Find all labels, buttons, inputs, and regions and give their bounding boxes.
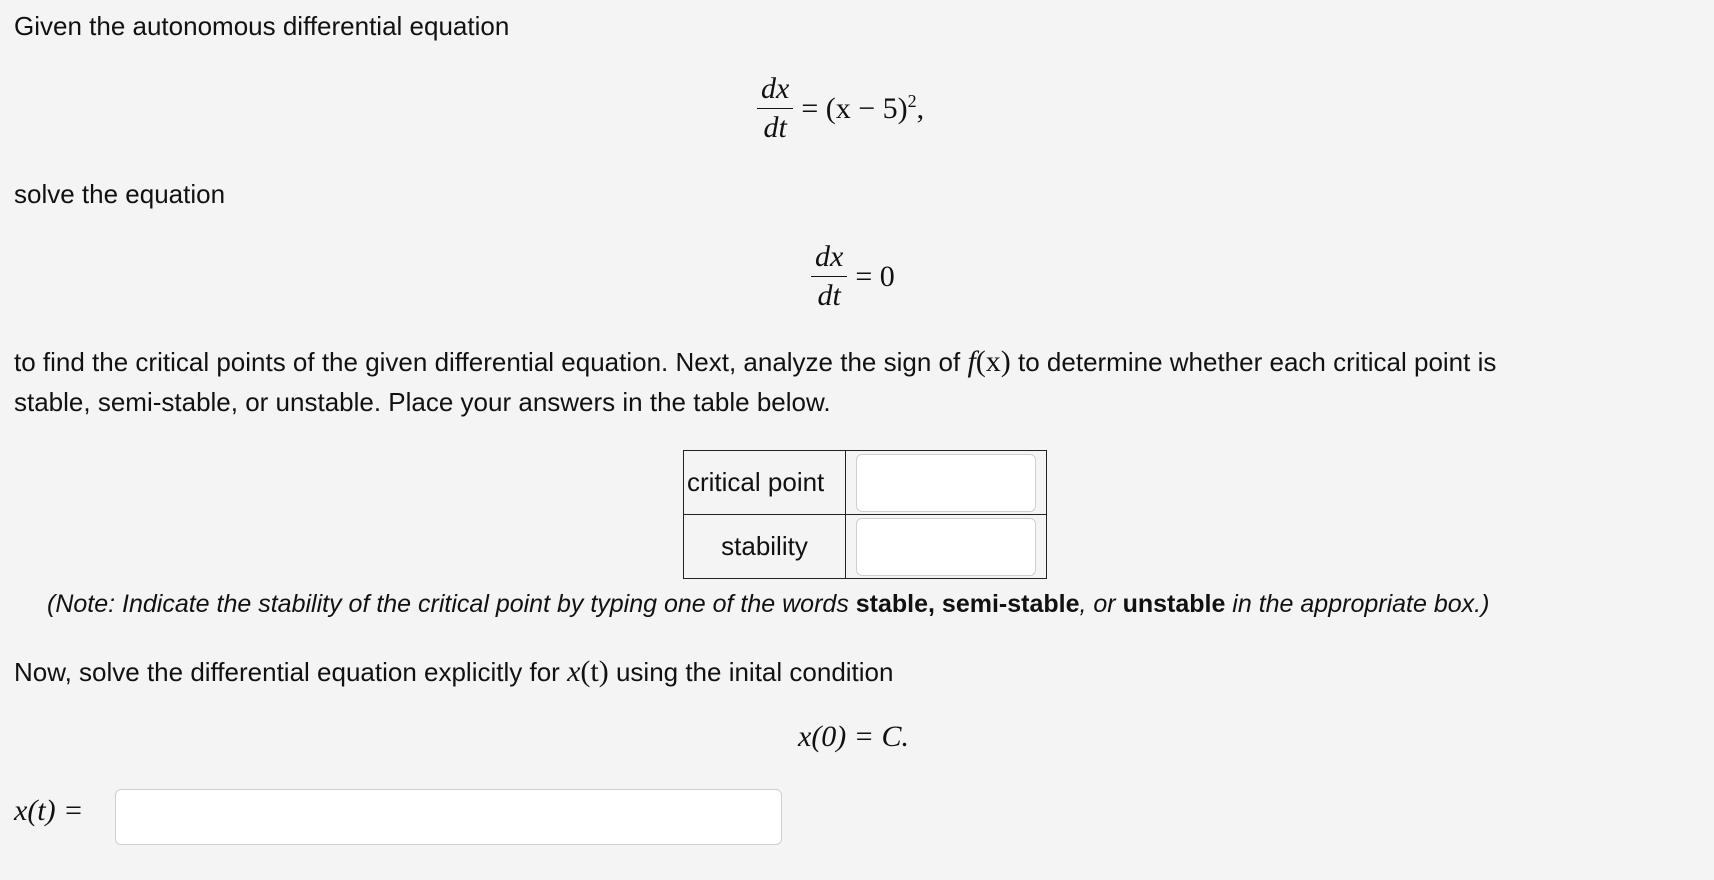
dxdt-fraction — [811, 238, 847, 315]
fraction-numerator: dx — [757, 70, 793, 109]
critical-point-label: critical point — [684, 451, 846, 515]
instructions-line-2: stable, semi-stable, or unstable. Place your answers in the table below. — [14, 387, 831, 417]
stability-note: (Note: Indicate the stability of the critical point by typing one of the words stable, semi-stable, or unstable in the appropriate box.) — [47, 590, 1490, 618]
x-of-t: x(t) — [567, 655, 609, 688]
table-row — [684, 451, 1047, 515]
stability-label: stability — [684, 515, 846, 579]
critical-equation — [811, 238, 895, 315]
equation-rhs: = 0 — [855, 259, 895, 293]
equation-rhs: = $(x - 5)^2$, — [801, 91, 925, 125]
f-of-x: f(x) — [967, 345, 1011, 378]
solve-text: solve the equation — [14, 179, 226, 209]
instructions-line-1: to find the critical points of the given differential equation. Next, analyze the sign of f(x) to determine whether each critical point is — [14, 345, 1497, 378]
initial-condition: x(0) = C. — [798, 720, 910, 753]
intro-text: Given the autonomous differential equation — [14, 11, 510, 41]
differential-equation — [757, 70, 924, 147]
answer-table — [683, 450, 1047, 579]
fraction-denominator: dt — [763, 111, 787, 144]
stability-cell — [846, 515, 1047, 579]
fraction-numerator: dx — [811, 238, 847, 277]
solve-explicit-text: Now, solve the differential equation explicitly for x(t) using the inital condition — [14, 655, 894, 688]
solution-input[interactable] — [115, 789, 782, 845]
answer-label: x(t) = — [14, 794, 84, 827]
stability-input[interactable] — [856, 518, 1036, 576]
dxdt-fraction — [757, 70, 793, 147]
table-row — [684, 515, 1047, 579]
critical-point-input[interactable] — [856, 454, 1036, 512]
critical-point-cell — [846, 451, 1047, 515]
fraction-denominator: dt — [817, 279, 841, 312]
exponent: 2 — [907, 91, 917, 111]
